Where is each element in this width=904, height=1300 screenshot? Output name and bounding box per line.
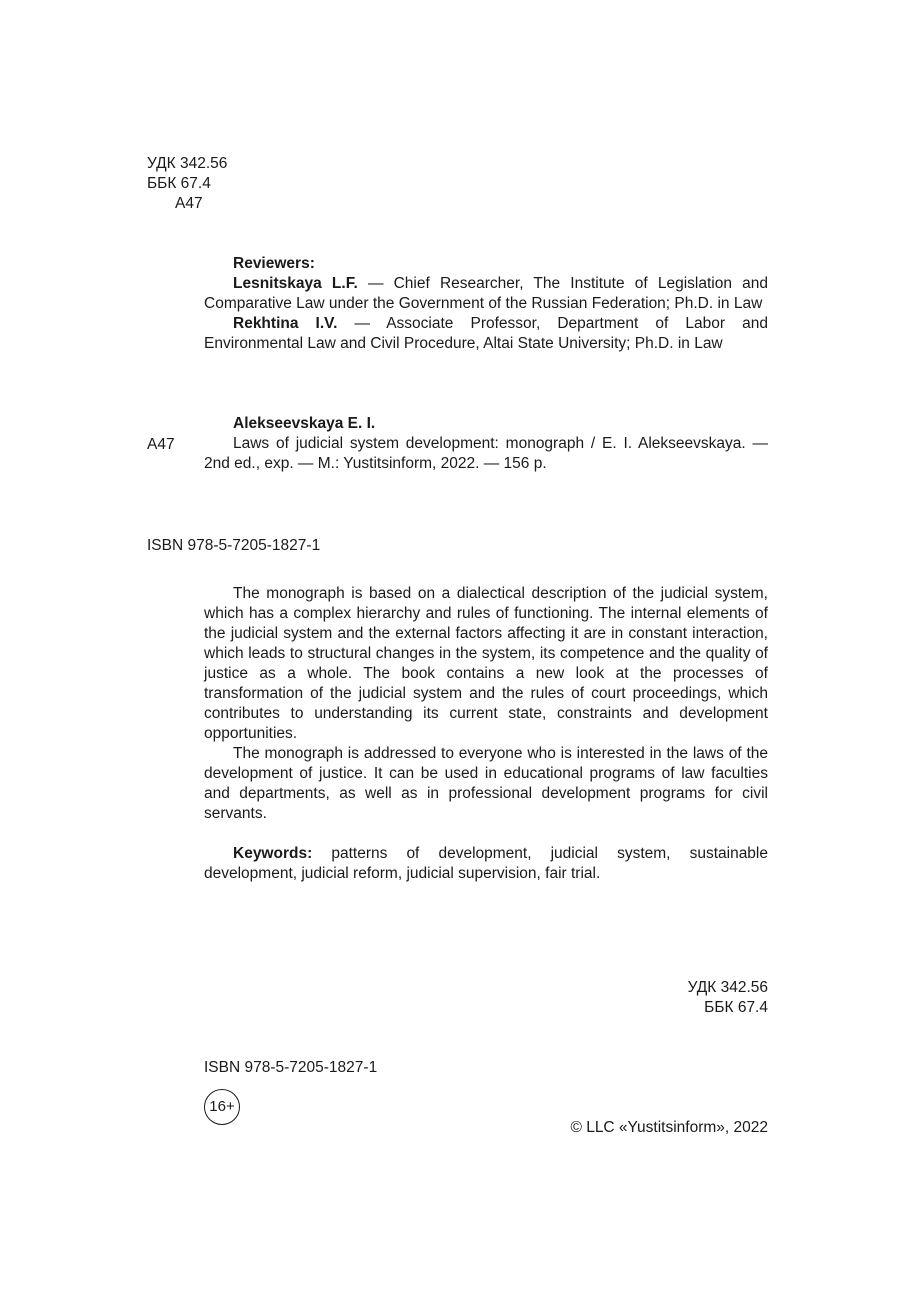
age-rating-badge [204, 1089, 240, 1125]
bottom-classification [600, 978, 768, 1018]
reviewer-name: Rekhtina I.V. [233, 315, 338, 332]
reviewer-item [204, 314, 768, 354]
classification-block [147, 154, 347, 214]
reviewer-item [204, 274, 768, 314]
bibliographic-record [204, 414, 768, 474]
isbn-top: ISBN 978-5-7205-1827-1 [147, 537, 321, 554]
bottom-udk-code: УДК 342.56 [687, 979, 768, 996]
age-rating-text: 16+ [209, 1098, 235, 1115]
bib-author-mark: А47 [147, 436, 175, 453]
abstract-paragraph: The monograph is based on a dialectical description of the judicial system, which has a complex hierarchy and rules of functioning. The internal elements of the judicial system and the external factors affecting it are in constant interaction, which leads to structural changes in the system, its competence and the quality of justice as a whole. The book contains a new look at the processes of transformation of the judicial system and the rules of court proceedings, which contributes to understanding its current state, constraints and development opportunities. [204, 585, 768, 742]
keywords-label: Keywords: [233, 845, 313, 862]
keywords-paragraph [204, 844, 768, 884]
abstract-paragraph: The monograph is addressed to everyone who is interested in the laws of the development of justice. It can be used in educational programs of law faculties and departments, as well as in professional development programs for civil servants. [204, 745, 768, 822]
abstract [204, 584, 768, 824]
reviewers-heading: Reviewers: [233, 255, 315, 272]
reviewer-description: — Chief Researcher, The Institute of Legislation and Comparative Law under the Government of the Russian Federation; Ph.D. in Law [204, 275, 769, 312]
isbn-bottom: ISBN 978-5-7205-1827-1 [204, 1059, 378, 1076]
bottom-bbk-code: ББК 67.4 [704, 999, 768, 1016]
bib-citation: Laws of judicial system development: monograph / E. I. Alekseevskaya. — 2nd ed., exp. — M.: Yustitsinform, 2022. — 156 p. [204, 435, 768, 472]
reviewer-name: Lesnitskaya L.F. [233, 275, 358, 292]
bib-author: Alekseevskaya E. I. [233, 415, 376, 432]
reviewer-description: — Associate Professor, Department of Labor and Environmental Law and Civil Procedure, Altai State University; Ph.D. in Law [204, 315, 768, 352]
author-mark: А47 [175, 195, 203, 212]
reviewers-section [204, 254, 768, 354]
udk-code: УДК 342.56 [147, 155, 228, 172]
copyright: © LLC «Yustitsinform», 2022 [570, 1119, 768, 1136]
bbk-code: ББК 67.4 [147, 175, 211, 192]
keywords-text: patterns of development, judicial system, sustainable development, judicial reform, judicial supervision, fair trial. [204, 845, 768, 882]
keywords [204, 844, 768, 884]
